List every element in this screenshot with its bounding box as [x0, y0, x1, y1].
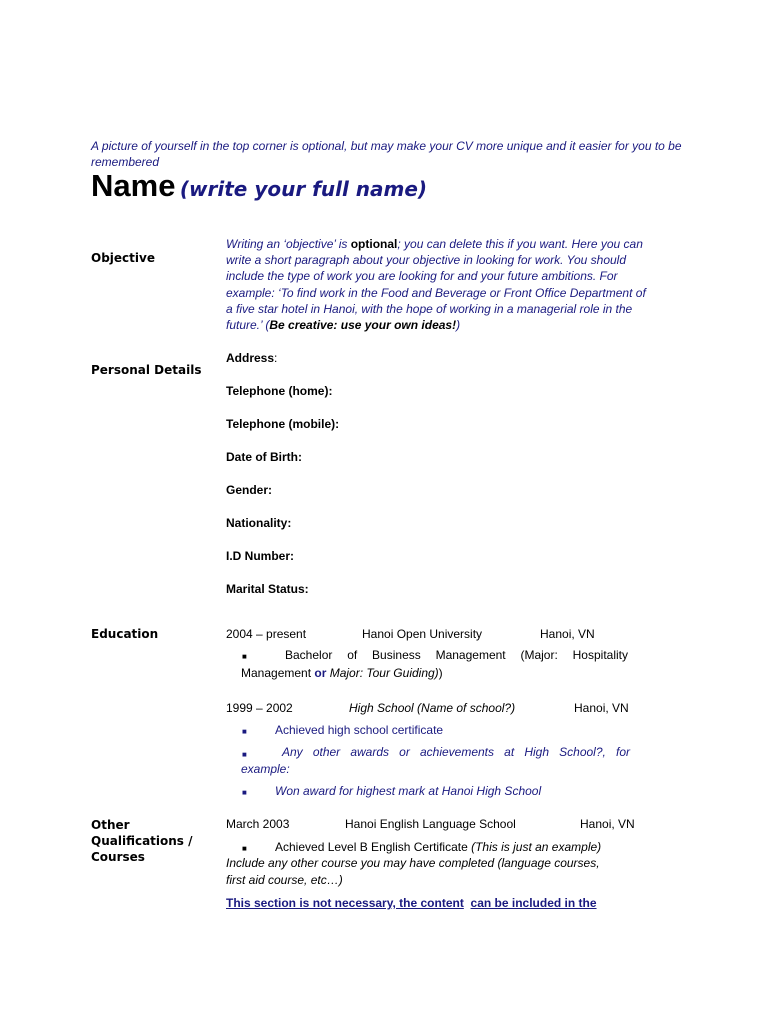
bullet-icon: ■	[242, 727, 247, 736]
name-title: Name	[91, 168, 176, 203]
objective-part: Writing an ‘objective’ is	[226, 237, 351, 251]
edu1-place: Hanoi, VN	[540, 627, 595, 641]
objective-part: )	[456, 318, 461, 333]
section-label-other	[91, 817, 211, 865]
other-school: Hanoi English Language School	[345, 817, 516, 831]
objective-optional: optional	[350, 237, 398, 251]
section-note-link-part[interactable]: This section is not necessary, the content	[226, 896, 464, 910]
photo-hint: A picture of yourself in the top corner is optional, but may make your CV more unique and it easier for you to be remembered	[91, 139, 682, 169]
bullet-icon: ■	[242, 652, 247, 661]
section-label-objective: Objective	[91, 251, 155, 265]
section-label-personal: Personal Details	[91, 363, 202, 377]
other-certificate-text: Achieved Level B English Certificate	[275, 840, 472, 854]
field-address-colon: :	[274, 351, 278, 365]
field-id: I.D Number:	[226, 549, 295, 563]
edu2-school: High School (Name of school?)	[349, 701, 516, 715]
edu2-place: Hanoi, VN	[574, 701, 629, 715]
other-note-line2: first aid course, etc…)	[226, 873, 343, 887]
edu1-degree-line2	[241, 664, 443, 682]
field-marital: Marital Status:	[226, 582, 309, 596]
edu2-award: Won award for highest mark at Hanoi High School	[275, 784, 542, 798]
edu2-awards-line2: example:	[241, 762, 290, 776]
bullet-icon: ■	[242, 750, 247, 759]
other-note-line1: Include any other course you may have completed (language courses,	[226, 856, 600, 870]
section-note-link[interactable]	[226, 896, 631, 910]
section-label-other-line: Courses	[91, 850, 145, 864]
section-label-other-line: Other	[91, 818, 130, 832]
field-address-label: Address	[226, 351, 275, 365]
name-heading	[91, 168, 427, 204]
field-address	[226, 351, 277, 365]
edu1-school: Hanoi Open University	[362, 627, 483, 641]
other-dates: March 2003	[226, 817, 290, 831]
field-gender: Gender:	[226, 483, 273, 497]
other-certificate	[275, 838, 601, 856]
bullet-icon: ■	[242, 788, 247, 797]
edu1-degree-or: or	[314, 666, 327, 680]
other-place: Hanoi, VN	[580, 817, 635, 831]
edu1-dates: 2004 – present	[226, 627, 307, 641]
edu1-degree-part: Major: Tour Guiding)	[326, 666, 439, 680]
edu1-degree-part: Management	[241, 666, 315, 680]
edu2-dates: 1999 – 2002	[226, 701, 293, 715]
section-label-other-line: Qualifications /	[91, 834, 193, 848]
field-dob: Date of Birth:	[226, 450, 302, 464]
edu2-awards-line1: Any other awards or achievements at High School?, for	[282, 745, 630, 759]
field-tel-home: Telephone (home):	[226, 384, 333, 398]
objective-text	[226, 236, 646, 333]
objective-part: ; you can delete this if you want. Here you can write a short paragraph about your objective in looking for work. You should include the type of work you are looking for and your future ambitions. For example: ‘To find work in the Food and Beverage or Front Office Department of a five star hotel in Hanoi, with the hope of working in a managerial role in the future.’ (	[226, 237, 646, 333]
edu2-achievement: Achieved high school certificate	[275, 723, 444, 737]
edu1-degree-part: )	[438, 666, 443, 680]
field-tel-mobile: Telephone (mobile):	[226, 417, 340, 431]
other-certificate-note: (This is just an example)	[471, 840, 602, 854]
field-nationality: Nationality:	[226, 516, 292, 530]
name-hint: (write your full name)	[179, 177, 428, 201]
edu1-degree-line1: Bachelor of Business Management (Major: Hospitality	[285, 648, 628, 662]
section-note-link-part[interactable]: can be included in the	[470, 896, 597, 910]
objective-creative: Be creative: use your own ideas!	[269, 318, 457, 333]
bullet-icon: ■	[242, 844, 247, 853]
section-label-education: Education	[91, 627, 159, 641]
